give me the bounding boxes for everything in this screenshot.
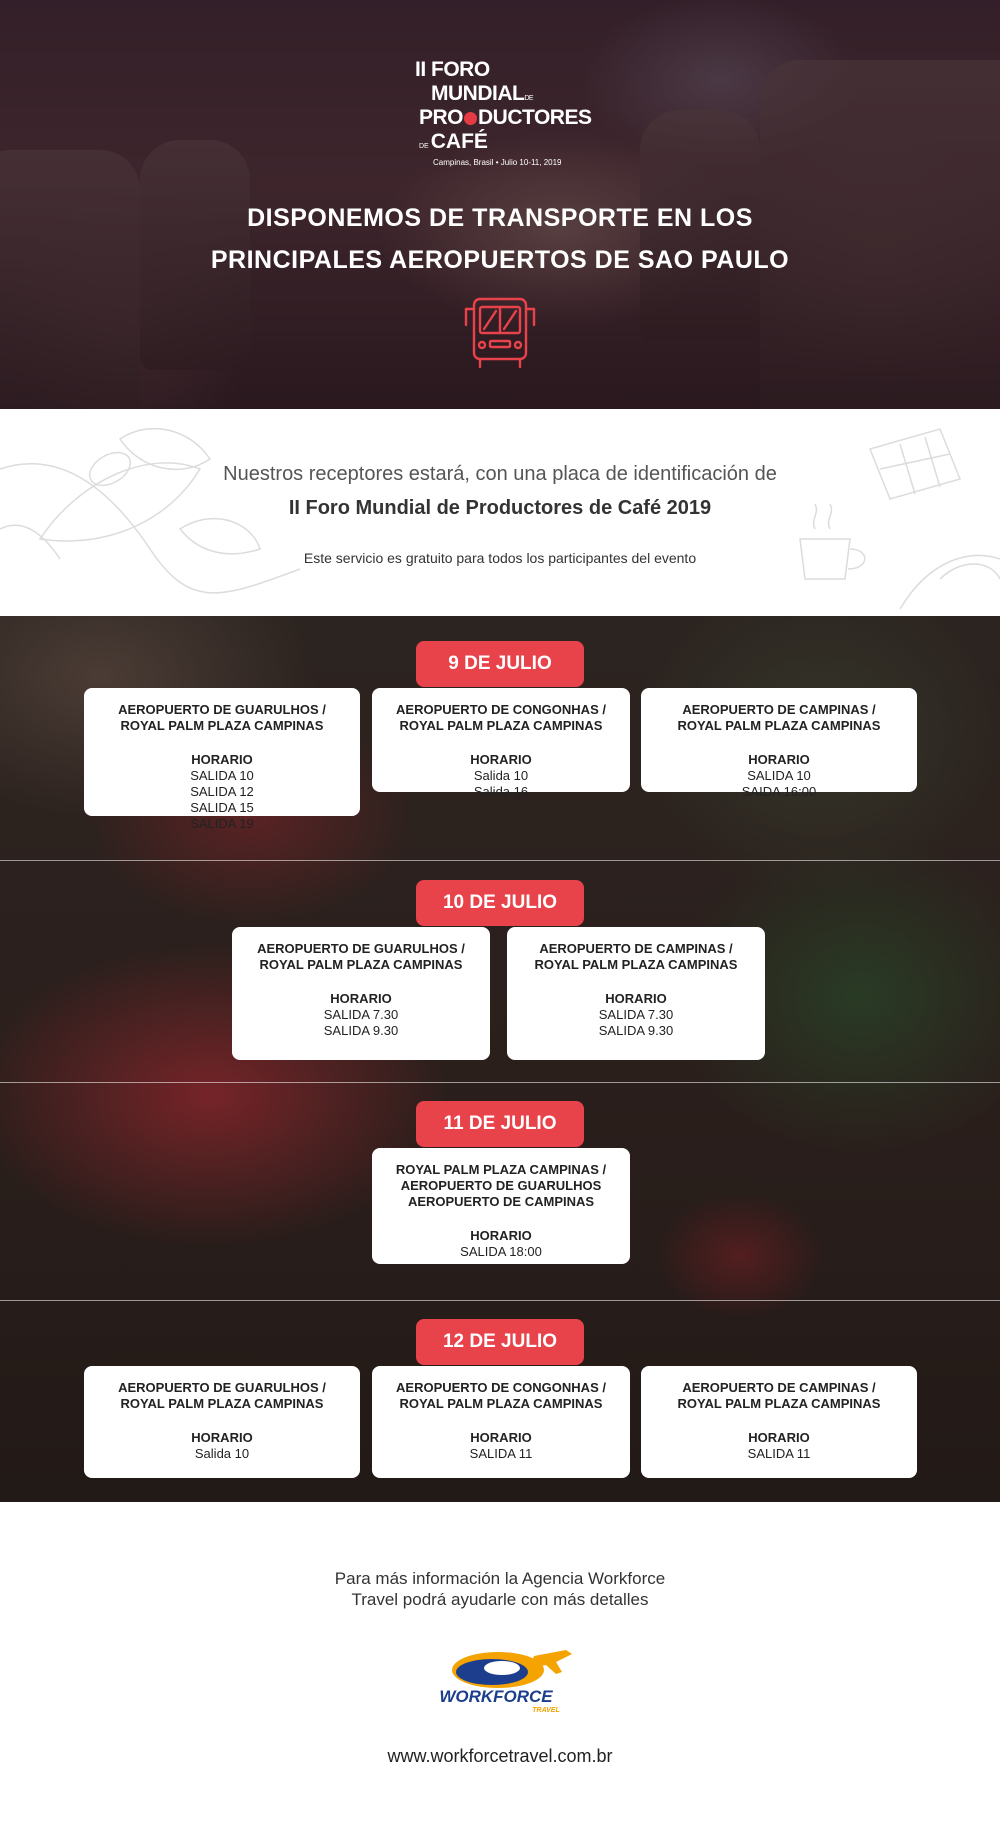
logo-line2: MUNDIALDE xyxy=(431,82,534,105)
date-badge-11-julio: 11 DE JULIO xyxy=(416,1101,584,1147)
info-event-name: II Foro Mundial de Productores de Café 2019 xyxy=(288,497,712,519)
departure-time: SALIDA 19 xyxy=(190,816,254,831)
departure-time: SALIDA 11 xyxy=(747,1446,811,1461)
section-divider xyxy=(0,1300,1000,1301)
horario-label: HORARIO xyxy=(748,1430,810,1445)
route-name: AEROPUERTO DE GUARULHOS / ROYAL PALM PLAZA CAMPINAS xyxy=(118,1380,326,1411)
departure-time: SALIDA 12 xyxy=(190,784,254,799)
departure-time: SALIDA 18:00 xyxy=(460,1244,542,1259)
route-card xyxy=(84,1366,360,1478)
departure-time: SALIDA 15 xyxy=(190,800,254,815)
schedule-section xyxy=(0,616,1000,1502)
route-card xyxy=(372,1148,630,1264)
route-name: AEROPUERTO DE GUARULHOS / ROYAL PALM PLAZA CAMPINAS xyxy=(257,941,465,972)
footer-section xyxy=(0,1502,1000,1824)
date-badge-9-julio: 9 DE JULIO xyxy=(416,641,584,687)
bus-icon xyxy=(460,293,540,373)
date-badge-10-julio: 10 DE JULIO xyxy=(416,880,584,926)
horario-label: HORARIO xyxy=(470,752,532,767)
departure-time: Salida 16 xyxy=(473,784,529,799)
footer-line2: Travel podrá ayudarle con más detalles xyxy=(351,1590,649,1609)
website-link[interactable]: www.workforcetravel.com.br xyxy=(387,1746,613,1766)
logo-line3: PRO DUCTORES xyxy=(419,106,592,129)
horario-label: HORARIO xyxy=(748,752,810,767)
section-divider xyxy=(0,1082,1000,1083)
section-divider xyxy=(0,860,1000,861)
date-badge-12-julio: 12 DE JULIO xyxy=(416,1319,584,1365)
route-card xyxy=(372,1366,630,1478)
departure-time: SALIDA 10 xyxy=(747,768,811,783)
route-name: AEROPUERTO DE CAMPINAS / ROYAL PALM PLAZA CAMPINAS xyxy=(677,1380,881,1411)
footer-info-text xyxy=(0,1568,1000,1610)
coffee-bean-icon xyxy=(464,112,477,125)
svg-text:TRAVEL: TRAVEL xyxy=(532,1707,560,1714)
headline-line2: PRINCIPALES AEROPUERTOS DE SAO PAULO xyxy=(210,246,790,274)
horario-label: HORARIO xyxy=(330,991,392,1006)
route-name: AEROPUERTO DE CONGONHAS / ROYAL PALM PLAZA CAMPINAS xyxy=(396,702,606,733)
footer-line1: Para más información la Agencia Workforce xyxy=(334,1569,666,1588)
route-card xyxy=(641,1366,917,1478)
route-name: ROYAL PALM PLAZA CAMPINAS / AEROPUERTO DE GUARULHOS AEROPUERTO DE CAMPINAS xyxy=(395,1162,607,1209)
horario-label: HORARIO xyxy=(470,1430,532,1445)
departure-time: SAIDA 16:00 xyxy=(741,784,817,799)
logo-line1: II FORO xyxy=(415,58,490,81)
departure-time: Salida 10 xyxy=(194,1446,250,1461)
route-name: AEROPUERTO DE CAMPINAS / ROYAL PALM PLAZA CAMPINAS xyxy=(534,941,738,972)
horario-label: HORARIO xyxy=(191,1430,253,1445)
route-card xyxy=(507,927,765,1060)
workforce-travel-logo xyxy=(416,1648,584,1722)
logo-line4: DECAFÉ xyxy=(419,130,488,153)
info-free-service-text: Este servicio es gratuito para todos los participantes del evento xyxy=(303,550,697,566)
logo-subtitle: Campinas, Brasil • Julio 10-11, 2019 xyxy=(433,158,562,167)
departure-time: SALIDA 10 xyxy=(190,768,254,783)
route-card xyxy=(641,688,917,799)
route-card xyxy=(232,927,490,1060)
departure-time: SALIDA 9.30 xyxy=(598,1023,674,1038)
route-name: AEROPUERTO DE CONGONHAS / ROYAL PALM PLAZA CAMPINAS xyxy=(396,1380,606,1411)
departure-time: SALIDA 7.30 xyxy=(598,1007,674,1022)
info-section xyxy=(0,409,1000,616)
departure-time: SALIDA 11 xyxy=(469,1446,533,1461)
route-name: AEROPUERTO DE GUARULHOS / ROYAL PALM PLAZA CAMPINAS xyxy=(118,702,326,733)
info-intro-text: Nuestros receptores estará, con una placa de identificación de xyxy=(223,463,777,485)
headline-line1: DISPONEMOS DE TRANSPORTE EN LOS xyxy=(247,204,753,232)
horario-label: HORARIO xyxy=(605,991,667,1006)
route-card xyxy=(372,688,630,799)
route-name: AEROPUERTO DE CAMPINAS / ROYAL PALM PLAZA CAMPINAS xyxy=(677,702,881,733)
departure-time: Salida 10 xyxy=(473,768,529,783)
horario-label: HORARIO xyxy=(191,752,253,767)
departure-time: SALIDA 7.30 xyxy=(323,1007,399,1022)
horario-label: HORARIO xyxy=(470,1228,532,1243)
svg-text:WORKFORCE: WORKFORCE xyxy=(439,1687,553,1706)
departure-time: SALIDA 9.30 xyxy=(323,1023,399,1038)
route-card xyxy=(84,688,360,831)
event-logo xyxy=(415,58,605,174)
hero-banner xyxy=(0,0,1000,409)
